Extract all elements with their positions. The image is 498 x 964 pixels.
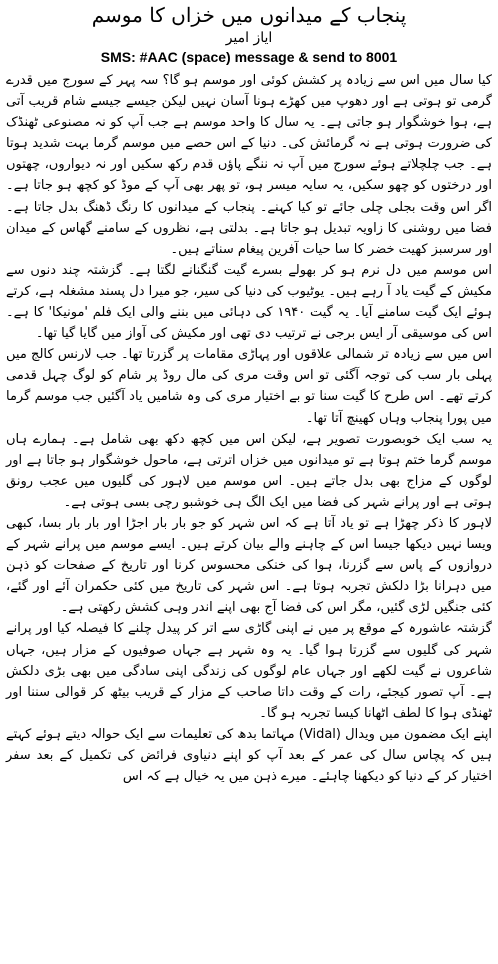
paragraph: اس میں سے زیادہ تر شمالی علاقوں اور پہاڑی مقامات پر گزرتا تھا۔ جب لارنس کالج میں پہلی بار سب کی توجہ آگئی تو اس وقت مری کی مال روڈ پر شام کو لوگ چہل قدمی کرتے تھے۔ اس طرح کا گیت سنا تو بے اختیار مری کی وہ شامیں یاد آگئیں جب موسم گرما میں پورا پنجاب وہاں کھینچ آتا تھا۔ — [6, 347, 492, 426]
article-title: پنجاب کے میدانوں میں خزاں کا موسم — [91, 3, 407, 27]
paragraph: اپنے ایک مضمون میں ویدال (Vidal) مہاتما بدھ کی تعلیمات سے ایک حوالہ دیتے ہوئے کہتے ہیں کہ پچاس سال کی عمر کے بعد آپ کو اپنے دنیاوی فرائض کی تکمیل کے بعد سفر اختیار کر کے دنیا کو دیکھنا چاہئے۔ میرے ذہن میں یہ خیال ہے کہ اس — [6, 726, 492, 785]
article-body — [6, 70, 492, 787]
paragraph: لاہور کا ذکر چھڑا ہے تو یاد آتا ہے کہ اس شہر کو جو بار بار اجڑا اور بار بار بسا، کبھی ویسا نہیں دیکھا جیسا اس کے چاہنے والے بیان کرتے ہیں۔ ایسے موسم میں پرانے شہر کے دروازوں کے پاس سے گزرنا، ہوا کی خنکی محسوس کرنا اور تاریخ کے صفحات کو ذہن میں دہرانا بڑا دلکش تجربہ ہوتا ہے۔ اس شہر کی تاریخ میں کئی حکمران آئے اور گئے، کئی جنگیں لڑی گئیں، مگر اس کی فضا آج بھی اپنے اندر وہی کشش رکھتی ہے۔ — [6, 515, 492, 616]
author-name: ایاز امیر — [225, 30, 273, 46]
paragraph: یہ سب ایک خوبصورت تصویر ہے، لیکن اس میں کچھ دکھ بھی شامل ہے۔ ہمارے ہاں موسم گرما ختم ہوتا ہے تو میدانوں میں خزاں اترتی ہے، ماحول خوشگوار ہو جاتا ہے اور لوگوں کے مزاج بھی بدل جاتے ہیں۔ اس موسم میں لاہور کی گلیوں میں عجب رونق ہوتی ہے اور پرانے شہر کی فضا میں ایک الگ ہی خوشبو رچی بسی ہوتی ہے۔ — [6, 431, 492, 510]
paragraph: گزشتہ عاشورہ کے موقع پر میں نے اپنی گاڑی سے اتر کر پیدل چلنے کا فیصلہ کیا اور پرانے شہر کی گلیوں سے گزرتا ہوا گیا۔ یہ وہ شہر ہے جہاں صوفیوں کے مزار ہیں، جہاں شاعروں نے گیت لکھے اور جہاں عام لوگوں کی زندگی اپنی سادگی میں بھی بڑی دلکش ہے۔ آپ تصور کیجئے، رات کے وقت داتا صاحب کے مزار کے قریب بیٹھ کر قوالی سننا اور ٹھنڈی ہوا کا لطف اٹھانا کیسا تجربہ ہو گا۔ — [6, 621, 492, 721]
sms-line: SMS: #AAC (space) message & send to 8001 — [100, 49, 398, 65]
paragraph: کیا سال میں اس سے زیادہ پر کشش کوئی اور موسم ہو گا؟ سہ پہر کے سورج میں قدرے گرمی تو ہوتی ہے اور دھوپ میں کھڑے ہونا آسان نہیں لیکن جیسے جیسے شام قریب آتی ہے، ہوا خوشگوار ہو جاتی ہے۔ یہ سال کا واحد موسم ہے جب آپ کو نہ مصنوعی ٹھنڈک کی ضرورت ہوتی ہے نہ گرمائش کی۔ دنیا کے اس حصے میں موسم گرما بہت شدید ہوتا ہے۔ جب چلچلاتے ہوئے سورج میں آپ نہ ننگے پاؤں قدم رکھ سکیں اور نہ دیواروں، چھتوں اور درختوں کو چھو سکیں، یہ سایہ میسر ہو، تو پھر بھی آپ کے موڈ کو کچھ ہو جاتا ہے۔ اگر اس وقت بجلی چلی جائے تو کیا کہنے۔ پنجاب کے میدانوں کا رنگ ڈھنگ بدل جاتا ہے۔ فضا میں روشنی کا زاویہ تبدیل ہو جاتا ہے۔ بدلتی ہے، نظروں کے سامنے گھاس کے میدان اور سرسبز کھیت خضر کا سا حیات آفرین پیغام سناتے ہیں۔ — [6, 73, 492, 257]
paragraph: اس موسم میں دل نرم ہو کر بھولے بسرے گیت گنگنانے لگتا ہے۔ گزشتہ چند دنوں سے مکیش کے گیت یاد آ رہے ہیں۔ یوٹیوب کی دنیا کی سیر، جو میرا دل پسند مشغلہ ہے، کرتے ہوئے ایک گیت سامنے آیا۔ یہ گیت ۱۹۴۰ کی دہائی میں بننے والی ایک فلم 'مونیکا' کا ہے۔ اس کی موسیقی آر ایس برجی نے ترتیب دی تھی اور مکیش کی آواز میں گایا گیا تھا۔ — [5, 262, 492, 342]
